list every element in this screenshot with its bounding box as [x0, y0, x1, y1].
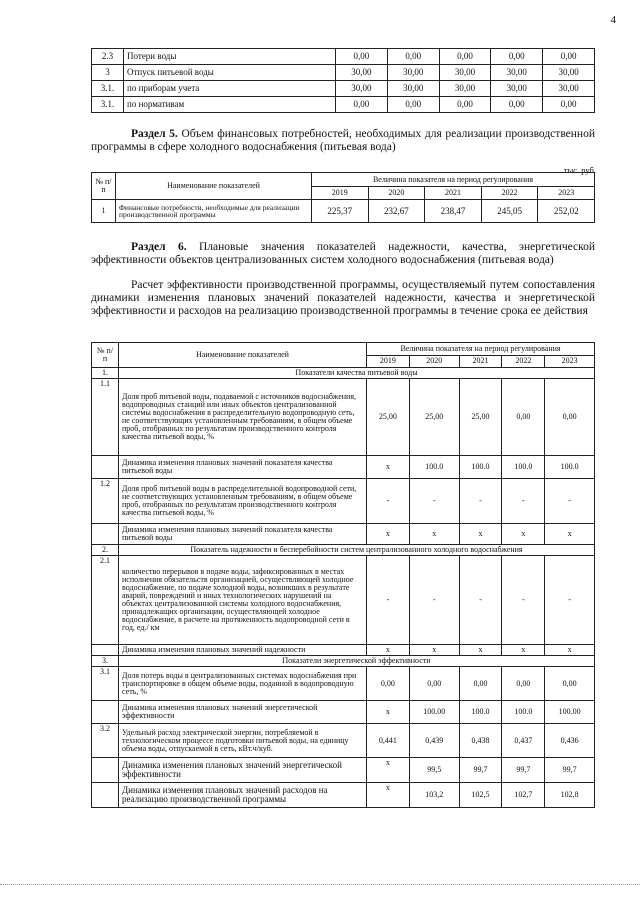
row-number: 2.1 [92, 556, 119, 645]
cell-2023: 0,00 [545, 667, 595, 701]
cell-2022: 99,7 [502, 758, 545, 783]
table-row [92, 97, 595, 113]
row-name: Доля проб питьевой воды, подаваемой с источников водоснабжения, водопроводных станций или иных объектов централизованной системы водоснабжения в распределительную водопроводную сеть, не соответствующих установленным требованиям, в общем объеме проб, отобранных по результатам производственного контроля качества питьевой воды, % [119, 379, 367, 456]
section5-label: Раздел 5. [131, 128, 178, 140]
cell-2021: 100.0 [459, 456, 502, 479]
cell-2019: x [367, 701, 410, 724]
header-period: Величина показателя на период регулирования [312, 173, 595, 187]
cell-2023: x [545, 645, 595, 656]
cell-2019: - [367, 479, 410, 524]
row-number: 3.1 [92, 667, 119, 701]
cell-2022: 0,00 [491, 97, 543, 113]
cell-2023: 0,00 [545, 379, 595, 456]
cell-2023: - [545, 479, 595, 524]
page-number: 4 [610, 14, 616, 26]
cell-2020: - [409, 556, 459, 645]
table-row [92, 701, 595, 724]
cell-2019: 30,00 [336, 81, 388, 97]
cell-2019: - [367, 556, 410, 645]
table-row [92, 783, 595, 808]
row-name: Отпуск питьевой воды [124, 65, 336, 81]
cell-2020: 100.00 [409, 701, 459, 724]
table-water-balance [91, 48, 595, 113]
row-name: Динамика изменения плановых значений показателя качества питьевой воды [119, 456, 367, 479]
cell-2022: 30,00 [491, 65, 543, 81]
table-row [92, 49, 595, 65]
table-row [92, 645, 595, 656]
section6-title: Плановые значения показателей надежности, качества, энергетической эффективности объектов централизованных систем холодного водоснабжения (питьевая вода) [91, 241, 596, 266]
cell-2022: 30,00 [491, 81, 543, 97]
row-number: 3.2 [92, 724, 119, 758]
cell-2022: 245,05 [481, 200, 538, 223]
cell-2020: 100.0 [409, 456, 459, 479]
cell-2019: x [367, 758, 410, 783]
header-year: 2022 [481, 187, 538, 200]
row-name: Потери воды [124, 49, 336, 65]
group-row [92, 545, 595, 556]
table-row [92, 479, 595, 524]
cell-2022: - [502, 479, 545, 524]
cell-2021: 100.0 [459, 701, 502, 724]
section6-paragraph: Расчет эффективности производственной программы, осуществляемый путем сопоставления динамики изменения плановых значений показателей надежности, качества и энергетической эффективности и расходов на реализацию производственной программы в течение срока ее действия [91, 279, 595, 317]
table-header-row [92, 173, 595, 187]
cell-2019: 0,00 [336, 49, 388, 65]
header-year: 2023 [538, 187, 595, 200]
cell-2022: 0,00 [502, 379, 545, 456]
row-name: Динамика изменения плановых значений надежности [119, 645, 367, 656]
row-number [92, 758, 119, 783]
cell-2023: 99,7 [545, 758, 595, 783]
row-name: Динамика изменения плановых значений расходов на реализацию производственной программы [119, 783, 367, 808]
cell-2020: 30,00 [387, 81, 439, 97]
cell-2019: 25,00 [367, 379, 410, 456]
table-indicators [91, 342, 595, 808]
cell-2020: 0,00 [387, 97, 439, 113]
cell-2021: 0,00 [439, 49, 491, 65]
cell-2020: 0,439 [409, 724, 459, 758]
cell-2023: 0,00 [543, 97, 595, 113]
cell-2023: 100.00 [545, 701, 595, 724]
group-title: Показатели качества питьевой воды [119, 368, 595, 379]
cell-2019: 0,441 [367, 724, 410, 758]
section5-heading [91, 128, 595, 154]
cell-2020: 0,00 [409, 667, 459, 701]
cell-2021: 25,00 [459, 379, 502, 456]
row-number: 3 [92, 65, 124, 81]
row-number [92, 701, 119, 724]
row-number [92, 456, 119, 479]
row-name: Динамика изменения плановых значений энергетической эффективности [119, 758, 367, 783]
table-row [92, 758, 595, 783]
table-header-row [92, 343, 595, 356]
cell-2021: x [459, 524, 502, 545]
cell-2020: 99,5 [409, 758, 459, 783]
row-number: 1.2 [92, 479, 119, 524]
table-row [92, 200, 595, 223]
cell-2021: 0,438 [459, 724, 502, 758]
cell-2019: x [367, 524, 410, 545]
row-name: Доля проб питьевой воды в распределительной водопроводной сети, не соответствующих установленным требованиям, в общем объеме проб, отобранных по результатам производственного контроля качества питьевой воды, % [119, 479, 367, 524]
header-year: 2020 [409, 355, 459, 368]
header-period: Величина показателя на период регулирования [367, 343, 595, 356]
cell-2023: 30,00 [543, 65, 595, 81]
cell-2021: 30,00 [439, 81, 491, 97]
group-row [92, 656, 595, 667]
table-row [92, 65, 595, 81]
cell-2023: - [545, 556, 595, 645]
cell-2021: 238,47 [425, 200, 482, 223]
header-year: 2021 [459, 355, 502, 368]
group-number: 3. [92, 656, 119, 667]
cell-2021: 0,00 [439, 97, 491, 113]
section6-label: Раздел 6. [131, 241, 187, 253]
cell-2023: 30,00 [543, 81, 595, 97]
table-row [92, 556, 595, 645]
cell-2023: 102,8 [545, 783, 595, 808]
header-num: № п/п [92, 343, 119, 368]
header-num: № п/п [92, 173, 116, 200]
row-name: Динамика изменения плановых значений показателя качества питьевой воды [119, 524, 367, 545]
cell-2020: 0,00 [387, 49, 439, 65]
row-number [92, 645, 119, 656]
cell-2022: 100.0 [502, 701, 545, 724]
table-row [92, 456, 595, 479]
row-number [92, 783, 119, 808]
table-row [92, 379, 595, 456]
cell-2021: - [459, 556, 502, 645]
cell-2019: x [367, 645, 410, 656]
cell-2020: x [409, 524, 459, 545]
cell-2021: 99,7 [459, 758, 502, 783]
cell-2020: x [409, 645, 459, 656]
cell-2023: 0,436 [545, 724, 595, 758]
group-number: 1. [92, 368, 119, 379]
cell-2023: x [545, 524, 595, 545]
cell-2022: 0,00 [502, 667, 545, 701]
section6-heading [91, 241, 595, 267]
section5-title: Объем финансовых потребностей, необходимых для реализации производственной программы в сфере холодного водоснабжения (питьевая вода) [91, 128, 595, 153]
cell-2023: 252,02 [538, 200, 595, 223]
cell-2020: 103,2 [409, 783, 459, 808]
cell-2020: 232,67 [368, 200, 425, 223]
row-number [92, 524, 119, 545]
cell-2022: x [502, 524, 545, 545]
cell-2019: x [367, 456, 410, 479]
header-year: 2023 [545, 355, 595, 368]
table-row [92, 667, 595, 701]
cell-2020: 25,00 [409, 379, 459, 456]
cell-2022: 102,7 [502, 783, 545, 808]
cell-2019: 225,37 [312, 200, 369, 223]
cell-2023: 100.0 [545, 456, 595, 479]
row-number: 1 [92, 200, 116, 223]
cell-2022: 0,00 [491, 49, 543, 65]
group-row [92, 368, 595, 379]
row-name: Динамика изменения плановых значений энергетической эффективности [119, 701, 367, 724]
cell-2022: 0,437 [502, 724, 545, 758]
cell-2022: x [502, 645, 545, 656]
cell-2021: - [459, 479, 502, 524]
header-year: 2021 [425, 187, 482, 200]
cell-2023: 0,00 [543, 49, 595, 65]
row-name: Доля потерь воды в централизованных системах водоснабжения при транспортировке в общем объеме воды, поданной в водопроводную сеть, % [119, 667, 367, 701]
row-name: Удельный расход электрической энергии, потребляемой в технологическом процессе подготовки питьевой воды, на единицу объема воды, отпускаемой в сеть, кВт.ч/куб. [119, 724, 367, 758]
cell-2019: 30,00 [336, 65, 388, 81]
row-name: количество перерывов в подаче воды, зафиксированных в местах исполнения обязательств организацией, осуществляющей холодное водоснабжение, по подаче холодной воды, возникших в результате аварий, повреждений и иных технологических нарушений на объектах централизованной системы холодного водоснабжения, принадлежащих организации, осуществляющей холодное водоснабжение, в расчете на протяженность водопроводной сети в год, ед./ км [119, 556, 367, 645]
row-name: по приборам учета [124, 81, 336, 97]
cell-2020: - [409, 479, 459, 524]
header-year: 2022 [502, 355, 545, 368]
row-name: по нормативам [124, 97, 336, 113]
scan-edge-divider [0, 884, 640, 885]
unit-label: тыс. руб. [563, 165, 596, 175]
cell-2021: 102,5 [459, 783, 502, 808]
row-name: Финансовые потребности, необходимые для реализации производственной программы [116, 200, 312, 223]
cell-2019: x [367, 783, 410, 808]
group-title: Показатель надежности и бесперебойности систем централизованного холодного водоснабжения [119, 545, 595, 556]
table-row [92, 81, 595, 97]
row-number: 1.1 [92, 379, 119, 456]
group-title: Показатели энергетической эффективности [119, 656, 595, 667]
cell-2019: 0,00 [336, 97, 388, 113]
row-number: 3.1. [92, 81, 124, 97]
table-financial-needs [91, 172, 595, 223]
header-year: 2020 [368, 187, 425, 200]
cell-2020: 30,00 [387, 65, 439, 81]
cell-2022: - [502, 556, 545, 645]
row-number: 2.3 [92, 49, 124, 65]
table-row [92, 724, 595, 758]
cell-2019: 0,00 [367, 667, 410, 701]
cell-2021: 30,00 [439, 65, 491, 81]
header-name: Наименование показателей [116, 173, 312, 200]
group-number: 2. [92, 545, 119, 556]
cell-2022: 100.0 [502, 456, 545, 479]
cell-2021: x [459, 645, 502, 656]
cell-2021: 0,00 [459, 667, 502, 701]
row-number: 3.1. [92, 97, 124, 113]
header-year: 2019 [367, 355, 410, 368]
table-row [92, 524, 595, 545]
header-name: Наименование показателей [119, 343, 367, 368]
header-year: 2019 [312, 187, 369, 200]
